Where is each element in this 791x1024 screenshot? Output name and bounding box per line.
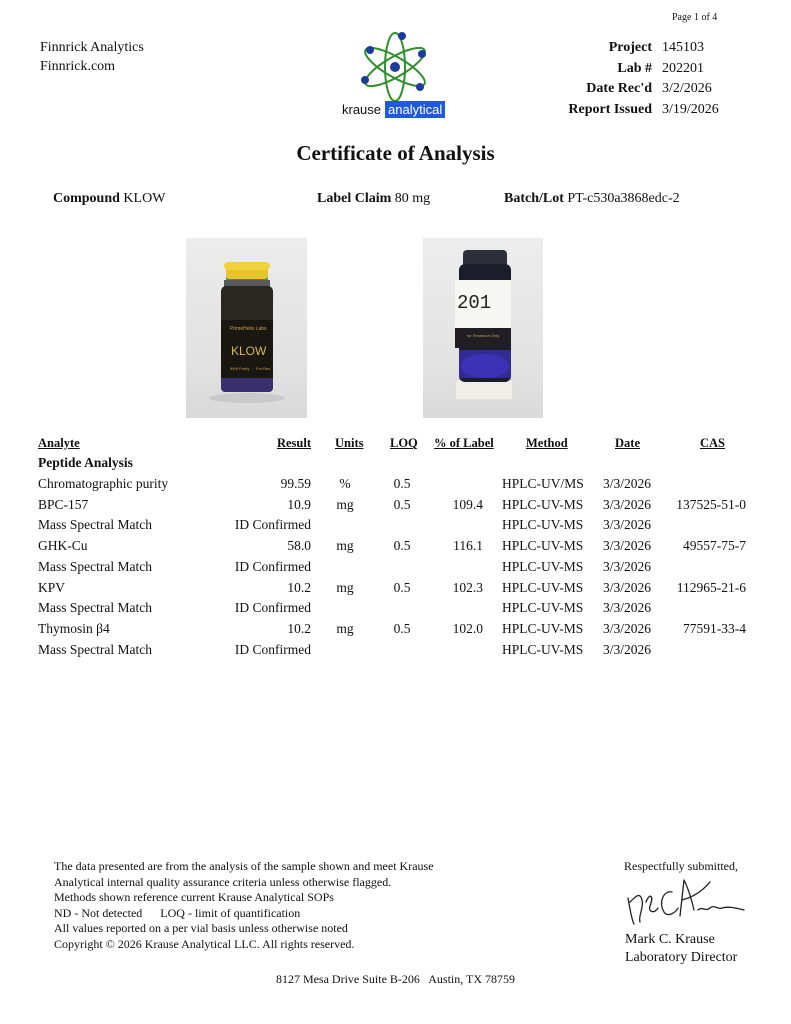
project-label: Project <box>608 40 652 55</box>
report-issued-label: Report Issued <box>568 102 652 117</box>
cell-loq: 0.5 <box>393 496 411 512</box>
project-value: 145103 <box>662 40 704 55</box>
lab-address: 8127 Mesa Drive Suite B-206 Austin, TX 78759 <box>275 972 516 986</box>
lab-value: 202201 <box>662 61 704 76</box>
page-number: Page 1 of 4 <box>672 12 718 23</box>
signature-image <box>620 872 750 930</box>
cell-loq: 0.5 <box>393 538 411 554</box>
note-line: ND - Not detected LOQ - limit of quantification <box>54 905 301 920</box>
label-claim-value: 80 mg <box>394 191 431 206</box>
cell-analyte: Mass Spectral Match <box>38 517 152 533</box>
header-analyte: Analyte <box>38 436 80 450</box>
table-row <box>0 538 791 558</box>
section-title: Peptide Analysis <box>38 455 133 470</box>
compound-value: KLOW <box>123 191 166 206</box>
cell-analyte: Mass Spectral Match <box>38 558 152 574</box>
cell-method: HPLC-UV/MS <box>502 476 584 491</box>
front-sub2: For Res <box>256 366 271 371</box>
header-loq: LOQ <box>390 436 418 450</box>
footer-notes <box>54 859 434 953</box>
company-site: Finnrick.com <box>40 59 116 74</box>
cell-pct: 109.4 <box>452 496 483 512</box>
cell-units: mg <box>336 579 354 595</box>
back-label-number: 201 <box>457 292 492 314</box>
logo-word-analytical: analytical <box>385 101 445 118</box>
document-title: Certificate of Analysis <box>296 141 495 165</box>
cell-date: 3/3/2026 <box>603 496 652 512</box>
note-line: Copyright © 2026 Krause Analytical LLC. All rights reserved. <box>54 936 355 951</box>
note-line: Methods shown reference current Krause Analytical SOPs <box>54 890 334 905</box>
label-claim-label: Label Claim <box>317 191 392 206</box>
front-name: KLOW <box>231 344 267 358</box>
back-label-text: for Research Only <box>467 333 500 338</box>
header-result: Result <box>276 436 311 450</box>
cell-date: 3/3/2026 <box>603 600 652 616</box>
cell-date: 3/3/2026 <box>603 579 652 595</box>
cell-date: 3/3/2026 <box>603 538 652 554</box>
table-row <box>0 580 791 600</box>
cell-date: 3/3/2026 <box>603 476 652 491</box>
header-pct: % of Label <box>434 436 494 450</box>
cell-result: ID Confirmed <box>234 641 311 657</box>
front-sub1: 99% Purity <box>230 366 250 371</box>
batch-value: PT-c530a3868edc-2 <box>567 191 680 206</box>
cell-method: HPLC-UV-MS <box>502 558 584 574</box>
vial-photo-back <box>423 238 543 418</box>
table-row <box>0 517 791 537</box>
cell-date: 3/3/2026 <box>603 620 652 636</box>
header-method: Method <box>526 436 568 450</box>
table-row <box>0 476 791 496</box>
cell-pct: 116.1 <box>453 538 483 554</box>
date-received-value: 3/2/2026 <box>662 81 712 96</box>
cell-pct: 102.0 <box>452 620 483 636</box>
cell-result: ID Confirmed <box>234 600 311 616</box>
date-received-label: Date Rec'd <box>586 81 652 96</box>
cell-analyte: Mass Spectral Match <box>38 600 152 616</box>
compound-label: Compound <box>53 191 120 206</box>
cell-units: mg <box>336 620 354 636</box>
cell-analyte: BPC-157 <box>38 496 89 512</box>
cell-analyte: Thymosin β4 <box>38 620 110 636</box>
logo-word-krause: krause <box>342 102 382 117</box>
table-row <box>0 600 791 620</box>
cell-result: 99.59 <box>280 476 311 491</box>
table-header <box>0 436 791 456</box>
cell-cas: 77591-33-4 <box>683 620 746 636</box>
company-name: Finnrick Analytics <box>40 40 144 55</box>
cell-result: 10.2 <box>287 579 311 595</box>
batch-info <box>504 191 680 207</box>
report-issued-value: 3/19/2026 <box>662 102 719 117</box>
submitted-text: Respectfully submitted, <box>624 859 738 873</box>
label-claim-info <box>317 191 430 207</box>
note-line: All values reported on a per vial basis unless otherwise noted <box>54 921 348 936</box>
table-row <box>0 642 791 662</box>
cell-result: ID Confirmed <box>234 558 311 574</box>
signer-title: Laboratory Director <box>625 950 738 965</box>
batch-label: Batch/Lot <box>504 191 564 206</box>
cell-units: mg <box>336 538 354 554</box>
cell-date: 3/3/2026 <box>603 641 652 657</box>
cell-method: HPLC-UV-MS <box>502 496 584 512</box>
table-row <box>0 497 791 517</box>
cell-cas: 49557-75-7 <box>683 538 746 554</box>
section-row <box>0 455 791 475</box>
cell-analyte: KPV <box>38 579 66 595</box>
cell-cas: 137525-51-0 <box>676 496 746 512</box>
cell-method: HPLC-UV-MS <box>502 620 584 636</box>
cell-analyte: Mass Spectral Match <box>38 641 152 657</box>
header-units: Units <box>335 436 364 450</box>
krause-logo <box>340 32 455 122</box>
note-line: Analytical internal quality assurance criteria unless otherwise flagged. <box>54 874 392 889</box>
cell-loq: 0.5 <box>393 476 411 491</box>
front-brand: PrimeHelix Labs <box>230 326 267 332</box>
table-row <box>0 559 791 579</box>
header-cas: CAS <box>700 436 726 450</box>
cell-method: HPLC-UV-MS <box>502 579 584 595</box>
signer-name: Mark C. Krause <box>625 932 715 947</box>
note-line: The data presented are from the analysis of the sample shown and meet Krause <box>54 859 434 873</box>
cell-date: 3/3/2026 <box>603 558 652 574</box>
vial-photo-front <box>186 238 307 418</box>
cell-pct: 102.3 <box>452 579 483 595</box>
cell-loq: 0.5 <box>393 579 411 595</box>
cell-method: HPLC-UV-MS <box>502 641 584 657</box>
cell-method: HPLC-UV-MS <box>502 538 584 554</box>
cell-result: 58.0 <box>287 538 311 554</box>
lab-label: Lab # <box>617 61 652 76</box>
cell-units: mg <box>336 496 354 512</box>
cell-method: HPLC-UV-MS <box>502 517 584 533</box>
cell-analyte: Chromatographic purity <box>38 476 169 491</box>
cell-cas: 112965-21-6 <box>676 579 746 595</box>
table-row <box>0 621 791 641</box>
cell-result: 10.2 <box>287 620 311 636</box>
compound-info <box>53 191 165 207</box>
cell-result: 10.9 <box>287 496 311 512</box>
cell-result: ID Confirmed <box>234 517 311 533</box>
cell-units: % <box>339 476 351 491</box>
atom-icon <box>340 32 455 102</box>
cell-date: 3/3/2026 <box>603 517 652 533</box>
cell-loq: 0.5 <box>393 620 411 636</box>
header-date: Date <box>615 436 640 450</box>
cell-analyte: GHK-Cu <box>38 538 88 554</box>
cell-method: HPLC-UV-MS <box>502 600 584 616</box>
